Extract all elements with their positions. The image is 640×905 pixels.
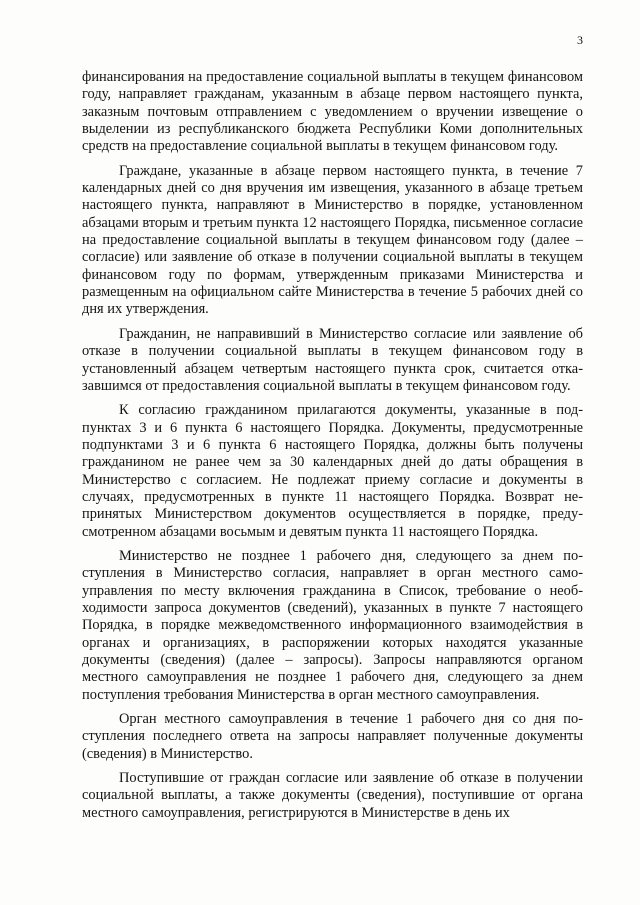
page-number: 3 [577,33,583,47]
paragraph-continuation: финансирования на предоставление социальной выплаты в текущем финансовом году, направляет гражданам, указанным в абзаце первом настоящего пункта, заказным почтовым отправлением с уведомлением о вручении извещение о выделении из республиканского бюджета Республики Коми дополнительных средств на предоставление социальной выплаты в текущем финансовом году. [82,69,583,155]
paragraph-refusal-deemed: Гражданин, не направивший в Министерство согласие или заявление об отказе в получении социальной выплаты в текущем финансовом году в установленный абзацем четвертым настоящего пункта срок, считается отказавшимся от предоставления социальной выплаты в текущем финансовом году. [82,325,583,394]
paragraph-ministry-requests: Министерство не позднее 1 рабочего дня, следующего за днем поступления в Министерство согласия, направляет в орган местного самоуправления по месту включения гражданина в Список, требование о необходимости запроса документов (сведений), указанных в пункте 7 настоящего Порядка, в порядке межведомственного информационного взаимодействия в органах и организациях, в распоряжении которых находятся указанные документы (сведения) (далее – запросы). Запросы направляются органом местного самоуправления не позднее 1 рабочего дня, следующего за днем поступления требования Министерства в орган местного самоуправления. [82,547,583,703]
paragraph-local-government: Орган местного самоуправления в течение 1 рабочего дня со дня поступления последнего ответа на запросы направляет полученные документы (сведения) в Министерство. [82,711,583,762]
document-body [82,69,583,822]
paragraph-attached-documents: К согласию гражданином прилагаются документы, указанные в подпунктах 3 и 6 пункта 6 настоящего Порядка. Документы, предусмотренные подпунктами 3 и 6 пункта 6 настоящего Порядка, должны быть получены гражданином не ранее чем за 30 календарных дней до даты обращения в Министерство с согласием. Не подлежат приему согласие и документы в случаях, предусмотренных в пункте 11 настоящего Порядка. Возврат непринятых Министерством документов осуществляется в порядке, предусмотренном абзацами восьмым и девятым пункта 11 настоящего Порядка. [82,402,583,540]
paragraph-citizens-consent: Граждане, указанные в абзаце первом настоящего пункта, в течение 7 календарных дней со дня вручения им извещения, указанного в абзаце третьем настоящего пункта, направляют в Министерство в порядке, установленном абзацами вторым и третьим пункта 12 настоящего Порядка, письменное согласие на предоставление социальной выплаты в текущем финансовом году (далее – согласие) или заявление об отказе в получении социальной выплаты в текущем финансовом году по формам, утвержденным приказами Министерства и размещенным на официальном сайте Министерства в течение 5 рабочих дней со дня их утверждения. [82,162,583,318]
paragraph-registration: Поступившие от граждан согласие или заявление об отказе в получении социальной выплаты, а также документы (сведения), поступившие от органа местного самоуправления, регистрируются в Министерстве в день их [82,770,583,821]
